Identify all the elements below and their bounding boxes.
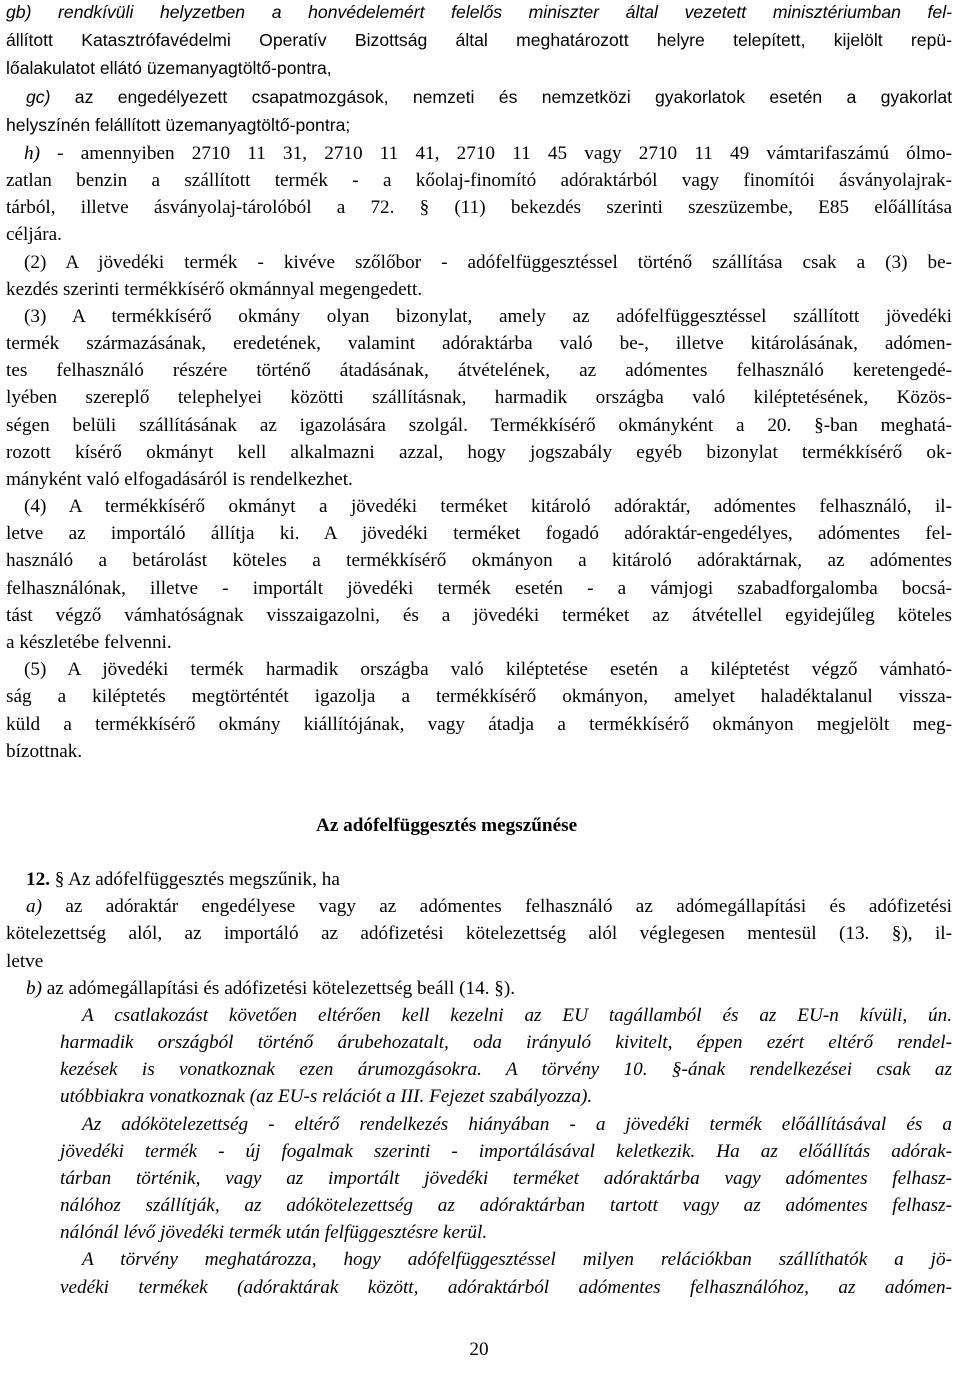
commentary-line: nálónál lévő jövedéki termék után felfüggesztésre kerül. — [60, 1222, 488, 1243]
commentary-line: A csatlakozást követően eltérően kell kezelni az EU tagállamból és az EU-n kívüli, ún. — [82, 1005, 952, 1026]
item-label-h: h) — [24, 143, 40, 164]
text-line: tes felhasználó részére történő átadásának, átvételének, az adómentes felhasználó keretengedé- — [6, 360, 952, 381]
item-label-gc: gc) — [26, 87, 51, 107]
text-line — [6, 866, 952, 893]
commentary-line: tárban történik, vagy az importált jövedéki terméket adóraktárba vagy adómentes felhasz- — [60, 1168, 952, 1189]
item-text: az engedélyezett csapatmozgások, nemzeti és nemzetközi gyakorlatok esetén a gyakorlat — [50, 87, 952, 107]
text-line — [6, 0, 952, 26]
section-intro: § Az adófelfüggesztés megszűnik, ha — [49, 869, 340, 890]
text-line: kezdés szerinti termékkísérő okmánnyal megengedett. — [6, 279, 423, 300]
text-line: küld a termékkísérő okmány kiállítójának, vagy átadja a termékkísérő okmányon megjelölt meg- — [6, 714, 952, 735]
text-line: céljára. — [6, 224, 62, 245]
text-line: ság a kiléptetés megtörténtét igazolja a termékkísérő okmányon, amelyet haladéktalanul vissza- — [6, 686, 952, 707]
text-line: mányként való elfogadásáról is rendelkezhet. — [6, 469, 353, 490]
text-line — [6, 893, 952, 920]
text-line: (4) A termékkísérő okmányt a jövedéki terméket kitároló adóraktár, adómentes felhasználó, il- — [24, 496, 952, 517]
section-number: 12. — [26, 869, 50, 890]
commentary-line: utóbbiakra vonatkoznak (az EU-s relációt a III. Fejezet szabályozza). — [60, 1086, 593, 1107]
item-label-b: b) — [26, 978, 42, 999]
text-line — [6, 140, 952, 167]
text-line: letve — [6, 951, 44, 972]
text-line: használó a betárolást köteles a termékkísérő okmányon a kitároló adóraktárnak, az adómentes — [6, 550, 952, 571]
text-line: bízottnak. — [6, 741, 83, 762]
text-line: (3) A termékkísérő okmány olyan bizonylat, amely az adófelfüggesztéssel szállított jövedéki — [24, 306, 952, 327]
text-line: ségen belüli szállításának az igazolására szolgál. Termékkísérő okmányként a 20. §-ban meghatá- — [6, 415, 952, 436]
text-line: a készletébe felvenni. — [6, 632, 172, 653]
item-label-a: a) — [26, 896, 42, 917]
text-line: (2) A jövedéki termék - kivéve szőlőbor - adófelfüggesztéssel történő szállítása csak a (3) be- — [24, 252, 952, 273]
commentary-line: kezések is vonatkoznak ezen árumozgásokra. A törvény 10. §-ának rendelkezései csak az — [60, 1059, 952, 1080]
page-number: 20 — [469, 1339, 489, 1360]
text-line — [6, 975, 952, 1002]
text-line — [6, 84, 952, 111]
text-line: termék származásának, eredetének, valamint adóraktárba való be-, illetve kitárolásának, adómen- — [6, 333, 952, 354]
text-line: tást végző vámhatóságnak visszaigazolni, és a jövedéki terméket az átvétellel egyidejűleg köteles — [6, 605, 952, 626]
item-text: az adómegállapítási és adófizetési kötelezettség beáll (14. §). — [41, 978, 516, 999]
text-line: állított Katasztrófavédelmi Operatív Bizottság által meghatározott helyre telepített, kijelölt repü- — [6, 30, 952, 50]
text-line: lyében szereplő telephelyei közötti szállításnak, harmadik országba való kiléptetésének, Közös- — [6, 387, 952, 408]
commentary-line: nálóhoz szállítják, az adókötelezettség az adóraktárban tartott vagy az adómentes felhasz- — [60, 1195, 952, 1216]
item-text: - amennyiben 2710 11 31, 2710 11 41, 2710 11 45 vagy 2710 11 49 vámtarifaszámú ólmo- — [39, 143, 952, 164]
commentary-line: harmadik országból történő árubehozatalt, oda irányuló kivitelt, éppen ezért eltérő rendel- — [60, 1032, 952, 1053]
commentary-line: jövedéki termék - új fogalmak szerinti - importálásával keletkezik. Ha az előállítás adórak- — [60, 1141, 952, 1162]
text-line: kötelezettség alól, az importáló az adófizetési kötelezettség alól véglegesen mentesül (13. §), il- — [6, 923, 952, 944]
text-line: helyszínén felállított üzemanyagtöltő-pontra; — [6, 115, 351, 135]
commentary-line: Az adókötelezettség - eltérő rendelkezés hiányában - a jövedéki termék előállításával és a — [82, 1114, 952, 1135]
paragraph-gb-text: gb) rendkívüli helyzetben a honvédelemért felelős miniszter által vezetett minisztériumban fel- — [6, 2, 952, 22]
commentary-line: A törvény meghatározza, hogy adófelfüggesztéssel milyen relációkban szállíthatók a jö- — [82, 1249, 952, 1270]
section-heading: Az adófelfüggesztés megszűnése — [316, 815, 578, 836]
text-line: lőalakulatot ellátó üzemanyagtöltő-pontra, — [6, 58, 332, 78]
text-line: (5) A jövedéki termék harmadik országba való kiléptetése esetén a kiléptetést végző vámható- — [24, 659, 952, 680]
commentary-line: vedéki termékek (adóraktárak között, adóraktárból adómentes felhasználóhoz, az adómen- — [60, 1277, 952, 1298]
text-line: tárból, illetve ásványolaj-tárolóból a 72. § (11) bekezdés szerinti szeszüzembe, E85 előállítása — [6, 197, 952, 218]
text-line: felhasználónak, illetve - importált jövedéki termék esetén - a vámjogi szabadforgalomba bocsá- — [6, 578, 952, 599]
text-line: letve az importáló állítja ki. A jövedéki terméket fogadó adóraktár-engedélyes, adómentes fel- — [6, 523, 952, 544]
text-line: zatlan benzin a szállított termék - a kőolaj-finomító adóraktárból vagy finomítói ásványolajrak- — [6, 170, 952, 191]
item-text: az adóraktár engedélyese vagy az adómentes felhasználó az adómegállapítási és adófizetési — [41, 896, 952, 917]
text-line: rozott kísérő okmányt kell alkalmazni azzal, hogy jogszabály egyéb bizonylat termékkísérő ok- — [6, 442, 952, 463]
